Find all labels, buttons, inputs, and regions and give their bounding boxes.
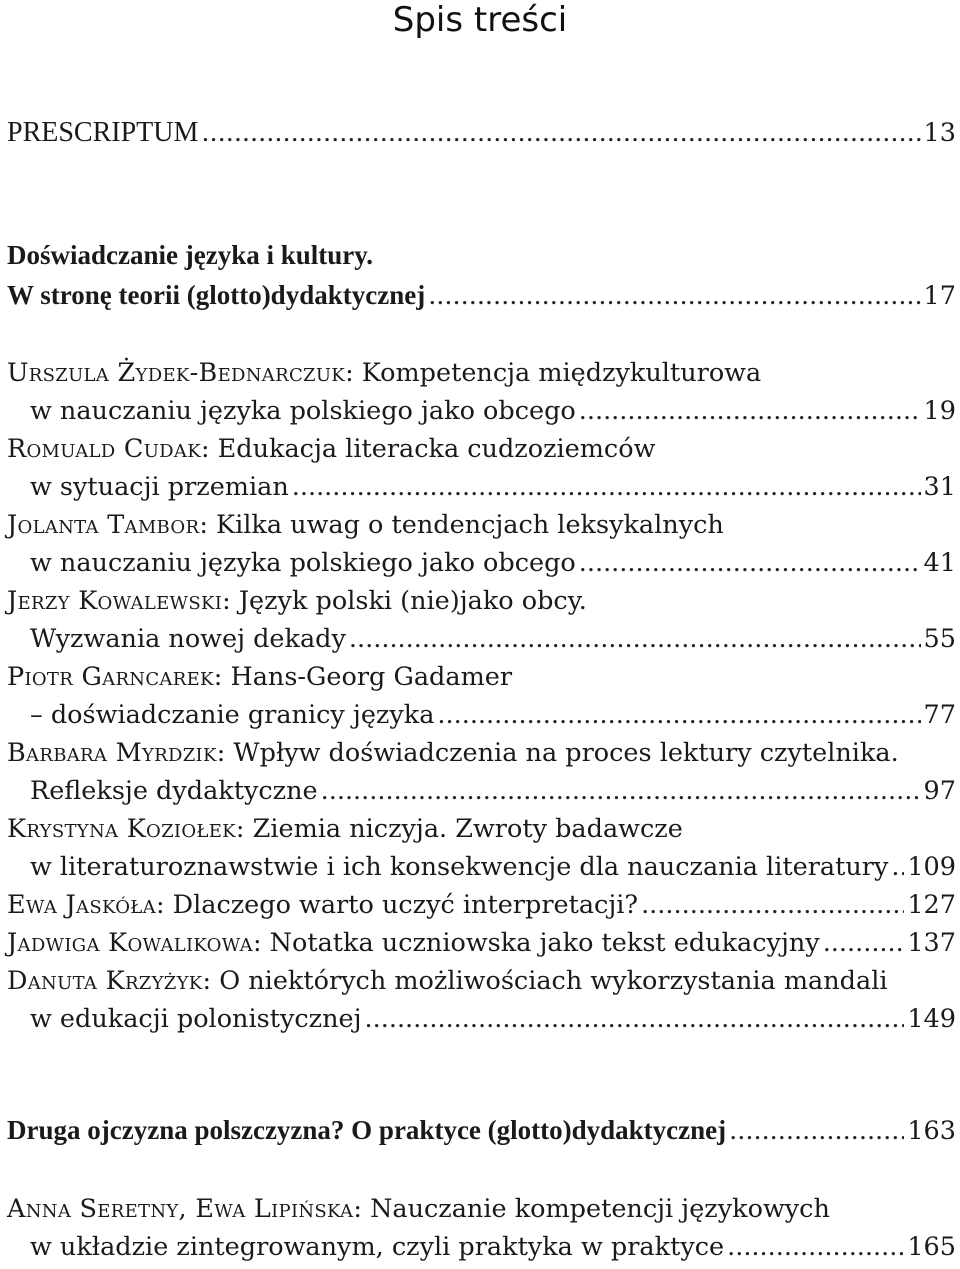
toc-entry-title: Kompetencja międzykulturowa [361,358,762,388]
toc-entry-title: Język polski (nie)jako obcy. [238,586,587,616]
author-separator: : [155,890,165,920]
toc-page-number: 31 [923,472,956,502]
toc-page-number: 17 [923,281,956,311]
toc-entry-title-cont: Refleksje dydaktyczne [30,776,318,806]
toc-entry-heading [7,812,683,846]
author-separator: : [213,662,223,692]
toc-entry-author: Romuald Cudak [7,434,201,464]
toc-entry-title-cont: w sytuacji przemian [30,472,289,502]
toc-entry-heading [7,926,820,960]
dot-leader [292,470,921,504]
author-separator: : [199,510,208,540]
dot-leader [201,116,920,150]
dot-leader [823,926,905,960]
toc-page-number: 97 [923,776,956,806]
dot-leader [641,888,904,922]
toc-page-number: 41 [923,548,956,578]
toc-entry[interactable] [7,926,956,960]
page-title: Spis treści [392,0,568,40]
toc-entry-author: Urszula Żydek-Bednarczuk [7,358,346,388]
toc-entry-title-cont: w nauczaniu języka polskiego jako obcego [30,548,576,578]
toc-entry-title-cont: – doświadczanie granicy języka [30,700,435,730]
author-separator: : [216,738,226,768]
toc-entry-title: Ziemia niczyja. Zwroty badawcze [252,814,683,844]
toc-entry-title: O niektórych możliwościach wykorzystania mandali [219,966,888,996]
section-heading-1-line-1: Doświadczanie języka i kultury. [7,240,374,270]
toc-page-number: 137 [907,928,956,958]
author-separator: : [200,434,210,464]
toc-page-number: 109 [907,852,956,882]
toc-entry-author: Danuta Krzyżyk [7,966,203,996]
toc-entry-heading [7,356,761,390]
toc-section-1[interactable] [7,278,956,313]
toc-entry-title: Hans-Georg Gadamer [230,662,513,692]
toc-entry[interactable] [30,394,956,428]
toc-entry[interactable] [30,622,956,656]
author-separator: : [252,928,262,958]
toc-page-number: 55 [923,624,956,654]
toc-entry-author: Anna Seretny, Ewa Lipińska [7,1194,354,1224]
toc-entry-author: Jadwiga Kowalikowa [7,928,253,958]
toc-entry-title: Notatka uczniowska jako tekst edukacyjny [269,928,820,958]
toc-entry-title: Kilka uwag o tendencjach leksykalnych [216,510,724,540]
toc-page-number: 165 [907,1232,956,1262]
author-separator: : [345,358,354,388]
toc-section-2[interactable] [7,1113,956,1148]
toc-entry-author: Ewa Jaskóła [7,890,156,920]
author-separator: : [202,966,212,996]
toc-page-number: 13 [923,118,956,148]
dot-leader [579,546,921,580]
toc-entry[interactable] [30,470,956,504]
toc-page-number: 19 [923,396,956,426]
toc-entry-title: Nauczanie kompetencji językowych [370,1194,830,1224]
toc-entry-heading [7,584,587,618]
toc-entry-title: Dlaczego warto uczyć interpretacji? [172,890,639,920]
dot-leader [579,394,921,428]
toc-entry-title-cont: Wyzwania nowej dekady [30,624,346,654]
toc-entry-heading [7,888,638,922]
dot-leader [437,698,920,732]
toc-entry[interactable] [30,1002,956,1036]
toc-page-number: 77 [923,700,956,730]
toc-entry[interactable] [7,888,956,922]
dot-leader [729,1114,904,1148]
toc-entry-prescriptum[interactable] [7,116,956,150]
toc-entry-title-cont: w edukacji polonistycznej [30,1004,362,1034]
toc-entry-title-cont: w nauczaniu języka polskiego jako obcego [30,396,576,426]
author-separator: : [235,814,245,844]
dot-leader [727,1230,904,1264]
toc-entry-author: Piotr Garncarek [7,662,214,692]
toc-entry[interactable] [30,774,956,808]
dot-leader [349,622,921,656]
toc-page-number: 127 [907,890,956,920]
toc-entry-title: Edukacja literacka cudzoziemców [217,434,656,464]
toc-entry-heading [7,432,655,466]
toc-entry[interactable] [30,698,956,732]
toc-entry-title-cont: w literaturoznawstwie i ich konsekwencje dla nauczania literatury [30,852,889,882]
toc-entry-author: Krystyna Koziołek [7,814,236,844]
dot-leader [321,774,921,808]
section-heading-1-line-2: W stronę teorii (glotto)dydaktycznej [7,280,426,310]
author-separator: : [222,586,231,616]
toc-entry-title-cont: w układzie zintegrowanym, czyli praktyka w praktyce [30,1232,725,1262]
author-separator: : [353,1194,362,1224]
dot-leader [365,1002,905,1036]
toc-entry[interactable] [30,1230,956,1264]
toc-entry-title: Wpływ doświadczenia na proces lektury czytelnika. [233,738,899,768]
toc-page-number: 149 [907,1004,956,1034]
section-heading-2: Druga ojczyzna polszczyzna? O praktyce (glotto)dydaktycznej [7,1115,727,1145]
toc-entry-heading [7,964,888,998]
dot-leader [428,279,920,313]
toc-entry-heading [7,660,512,694]
toc-entry-heading [7,1192,830,1226]
toc-entry-title: PRESCRIPTUM [7,117,199,148]
dot-leader [891,850,904,884]
toc-entry-author: Barbara Myrdzik [7,738,217,768]
toc-page-number: 163 [907,1116,956,1146]
toc-entry-author: Jolanta Tambor [7,510,200,540]
toc-entry[interactable] [30,850,956,884]
toc-entry-author: Jerzy Kowalewski [7,586,223,616]
toc-entry-heading [7,736,899,770]
toc-entry[interactable] [30,546,956,580]
toc-entry-heading [7,508,724,542]
